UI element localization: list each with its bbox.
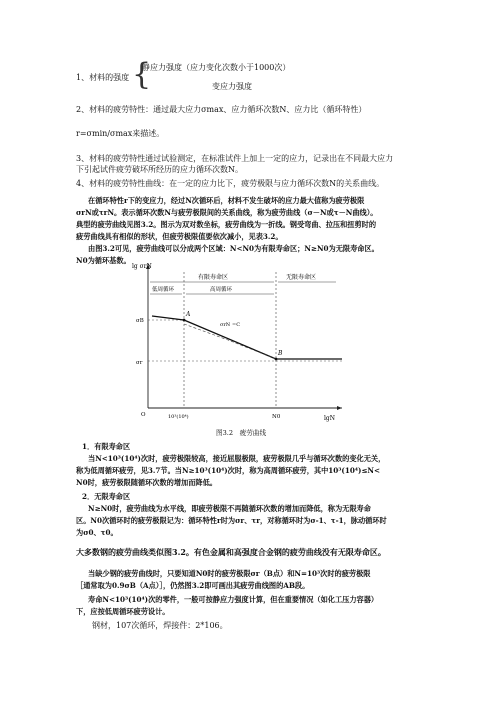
- point-b-dot: [275, 358, 278, 361]
- static-strength: 静应力强度（应力变化次数小于1000次）: [142, 63, 291, 72]
- low-cycle-label: 低周循环: [152, 287, 175, 293]
- para6-line1: 当缺少钢的疲劳曲线时，只要知道N0时的疲劳极限σr（B点）和N=10³次时的疲劳极限: [88, 569, 371, 578]
- origin-label: O: [141, 412, 146, 418]
- para4-line2: 区。N0次循环时的疲劳极限记为：循环特性r时为σr、τr，对称循环时为σ-1、τ-1，脉动循环时: [76, 516, 387, 525]
- para2-line2: N0为循环基数。: [76, 256, 131, 265]
- strength-label: 1、材料的强度: [76, 73, 130, 82]
- para3-line2: 称为低周循环疲劳，见3.7节。当N≥10³(10⁴)次时，称为高周循环疲劳，其中10³(10⁴)≤N<: [76, 466, 380, 475]
- finite-region-label: 有限寿命区: [198, 274, 229, 281]
- para1-line1: 在循环特性r下的变应力，经过N次循环后，材料不发生破坏的应力最大值称为疲劳极限: [88, 196, 365, 205]
- x-tick-n0: N0: [272, 414, 281, 420]
- test-text-1: 3、材料的疲劳特性通过试验测定，在标准试件上加上一定的应力，记录出在不同最大应力: [76, 154, 394, 163]
- para6-line2: ［通常取为0.9σB（A点）］，仍然图3.2即可画出其疲劳曲线图的AB段。: [76, 581, 310, 590]
- x-axis-label: lgN: [324, 415, 336, 422]
- fatigue-property: 2、材料的疲劳特性：通过最大应力σmax、应力循环次数N、应力比（循环特性）: [76, 105, 367, 114]
- y-tick-sigma-b: σB: [136, 318, 144, 324]
- infinite-region-label: 无限寿命区: [286, 274, 317, 281]
- x-tick-10-3: 10³(10⁴): [168, 414, 189, 420]
- para3-line3: N0时，疲劳极限随循环次数的增加而降低。: [76, 478, 217, 487]
- heading-infinite: 2．无限寿命区: [82, 492, 131, 501]
- fatigue-curve-figure: [128, 258, 350, 426]
- curve-equation: σrN: [220, 322, 231, 328]
- para4-line1: N≥N0时，疲劳曲线为水平线，即疲劳极限不再随循环次数的增加而降低，称为无限寿命: [88, 504, 371, 513]
- y-tick-sigma-r: σr: [136, 360, 143, 366]
- para1-line2: σrN或τrN。表示循环次数N与疲劳极限间的关系曲线，称为疲劳曲线（σ－N或τ－N曲线）。: [76, 208, 378, 217]
- stress-ratio-formula: r=σmin/σmax来描述。: [76, 129, 165, 138]
- brace-symbol: {: [132, 57, 152, 92]
- curve-equation-2: =C: [232, 322, 241, 328]
- figure-caption: 图3.2 疲劳曲线: [216, 429, 267, 437]
- point-b-label: B: [278, 350, 283, 357]
- para7-line2: 下，应按低周循环疲劳设计。: [76, 607, 170, 616]
- curve-definition: 4、材料的疲劳特性曲线：在一定的应力比下，疲劳极限与应力循环次数N的关系曲线。: [76, 179, 385, 188]
- test-text-2: 下引起试件疲劳破坏所经历的应力循环次数N。: [76, 165, 243, 174]
- para1-line3: 典型的疲劳曲线见图3.2。图示为双对数坐标，疲劳曲线为一折线。钢受弯曲、拉压和扭剪时的: [76, 220, 377, 229]
- para2-line1: 由图3.2可见，疲劳曲线可以分成两个区域：N<N0为有限寿命区；N≥N0为无限寿命区。: [88, 244, 379, 253]
- high-cycle-label: 高周循环: [210, 287, 233, 293]
- curve-low-segment: [152, 316, 184, 320]
- para7-line1: 寿命N<10³(10⁴)次的零件，一般可按静应力强度计算，但在重要情况（如化工压力容器）: [88, 595, 379, 604]
- para4-line3: 为σ0、τ0。: [76, 528, 118, 537]
- point-a-label: A: [186, 311, 191, 318]
- para1-line4: 疲劳曲线具有相似的形状，但疲劳极限值要依次减小，见表3.2。: [76, 232, 283, 241]
- y-axis-label: lg σrN: [132, 263, 152, 270]
- variable-strength: 变应力强度: [212, 82, 252, 91]
- point-a-dot: [183, 319, 186, 322]
- para3-line1: 当N<10³(10⁴)次时，疲劳极限较高，接近屈服极限，疲劳极限几乎与循环次数的变化无关，: [88, 454, 386, 463]
- heading-finite: 1．有限寿命区: [82, 442, 131, 451]
- para8: 钢材，107次循环，焊接件：2*106。: [92, 621, 228, 630]
- para5: 大多数钢的疲劳曲线类似图3.2。有色金属和高强度合金钢的疲劳曲线没有无限寿命区。: [76, 547, 386, 557]
- x-axis-arrow: [337, 406, 342, 410]
